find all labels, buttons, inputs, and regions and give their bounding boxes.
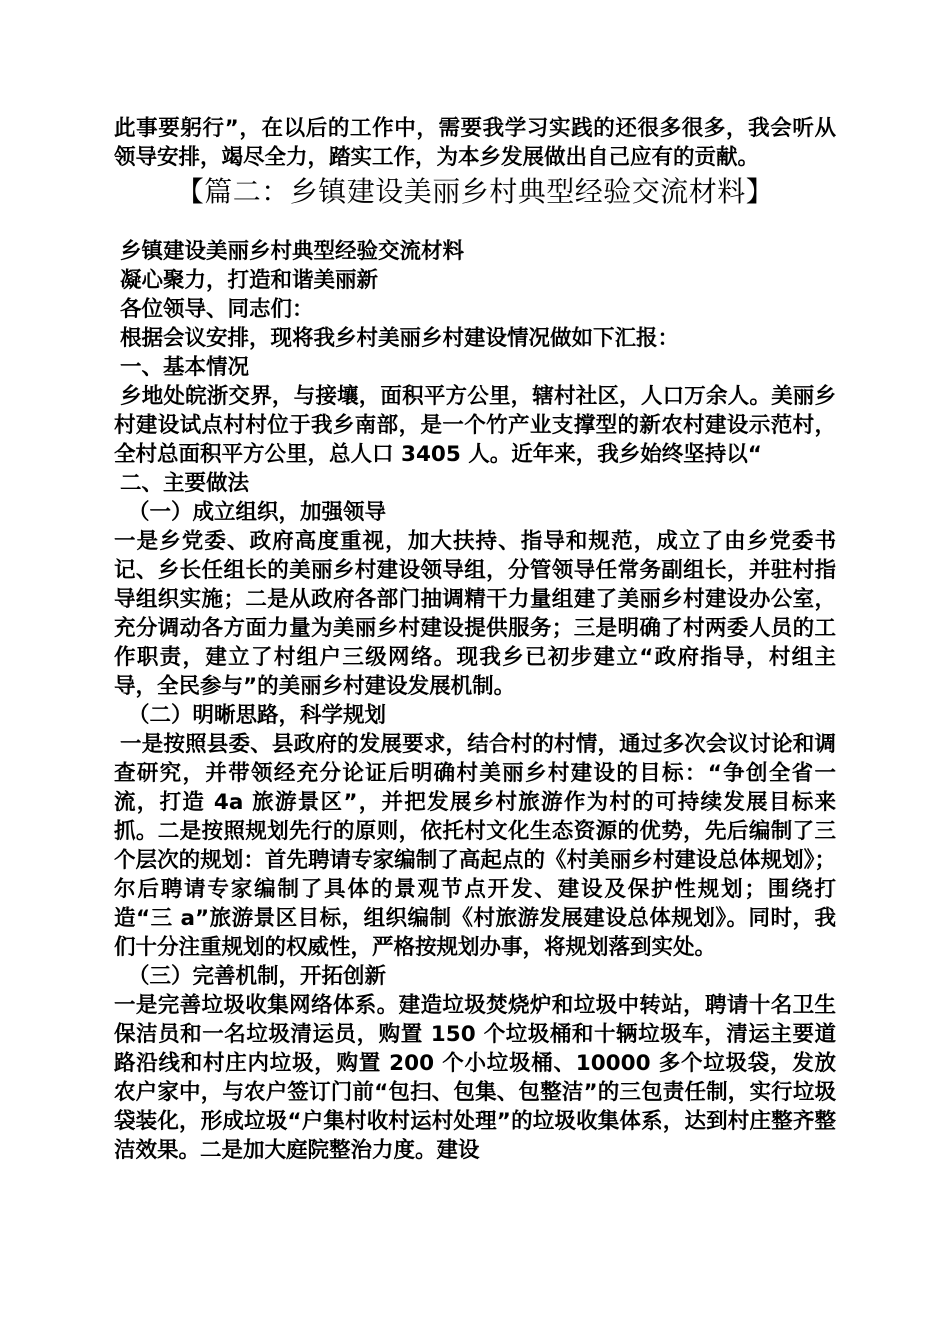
spacer — [114, 210, 836, 237]
opening-paragraph: 根据会议安排，现将我乡村美丽乡村建设情况做如下汇报： — [120, 326, 680, 351]
paragraph-planning: 一是按照县委、县政府的发展要求，结合村的村情，通过多次会议讨论和调查研究，并带领经充分论证后明确村美丽乡村建设的目标：“争创全省一流，打造 4a 旅游景区”，并把发展乡村旅游作为村的可持续发展目标来抓。二是按照规划先行的原则，依托村文化生态资源的优势，先后编制了三个层次的规划：首先聘请专家编制了高起点的《村美丽乡村建设总体规划》；尔后聘请专家编制了具体的景观节点开发、建设及保护性规划；围绕打造“三 a”旅游景区目标，组织编制《村旅游发展建设总体规划》。同时，我们十分注重规划的权威性，严格按规划办事，将规划落到实处。 — [114, 732, 836, 960]
greeting: 各位领导、同志们： — [120, 297, 314, 322]
subheading-organization: （一）成立组织，加强领导 — [128, 500, 387, 525]
section-heading: 【篇二：乡镇建设美丽乡村典型经验交流材料】 — [175, 175, 775, 208]
intro-paragraph: 此事要躬行”，在以后的工作中，需要我学习实践的还很多很多，我会听从领导安排，竭尽全力，踏实工作，为本乡发展做出自己应有的贡献。 — [114, 116, 836, 170]
paragraph-organization: 一是乡党委、政府高度重视，加大扶持、指导和规范，成立了由乡党委书记、乡长任组长的美丽乡村建设领导组，分管领导任常务副组长，并驻村指导组织实施；二是从政府各部门抽调精干力量组建了美丽乡村建设办公室，充分调动各方面力量为美丽乡村建设提供服务；三是明确了村两委人员的工作职责，建立了村组户三级网络。现我乡已初步建立“政府指导，村组主导，全民参与”的美丽乡村建设发展机制。 — [114, 529, 836, 699]
subheading-mechanism: （三）完善机制，开拓创新 — [128, 964, 387, 989]
heading-main-practices: 二、主要做法 — [120, 471, 250, 496]
subheading-planning: （二）明晰思路，科学规划 — [128, 703, 387, 728]
document-page — [114, 114, 836, 1165]
paragraph-mechanism: 一是完善垃圾收集网络体系。建造垃圾焚烧炉和垃圾中转站，聘请十名卫生保洁员和一名垃圾清运员，购置 150 个垃圾桶和十辆垃圾车，清运主要道路沿线和村庄内垃圾，购置 200 个小垃圾桶、10000 多个垃圾袋，发放农户家中，与农户签订门前“包扫、包集、包整洁”的三包责任制，实行垃圾袋装化，形成垃圾“户集村收村运村处理”的垃圾收集体系，达到村庄整齐整洁效果。二是加大庭院整治力度。建设 — [114, 993, 836, 1163]
heading-basic-situation: 一、基本情况 — [120, 355, 250, 380]
document-title: 乡镇建设美丽乡村典型经验交流材料 — [120, 239, 465, 264]
document-subtitle: 凝心聚力，打造和谐美丽新 — [120, 268, 379, 293]
paragraph-basic-situation: 乡地处皖浙交界，与接壤，面积平方公里，辖村社区，人口万余人。美丽乡村建设试点村村位于我乡南部，是一个竹产业支撑型的新农村建设示范村，全村总面积平方公里，总人口 3405 人。近年来，我乡始终坚持以“ — [114, 384, 836, 467]
